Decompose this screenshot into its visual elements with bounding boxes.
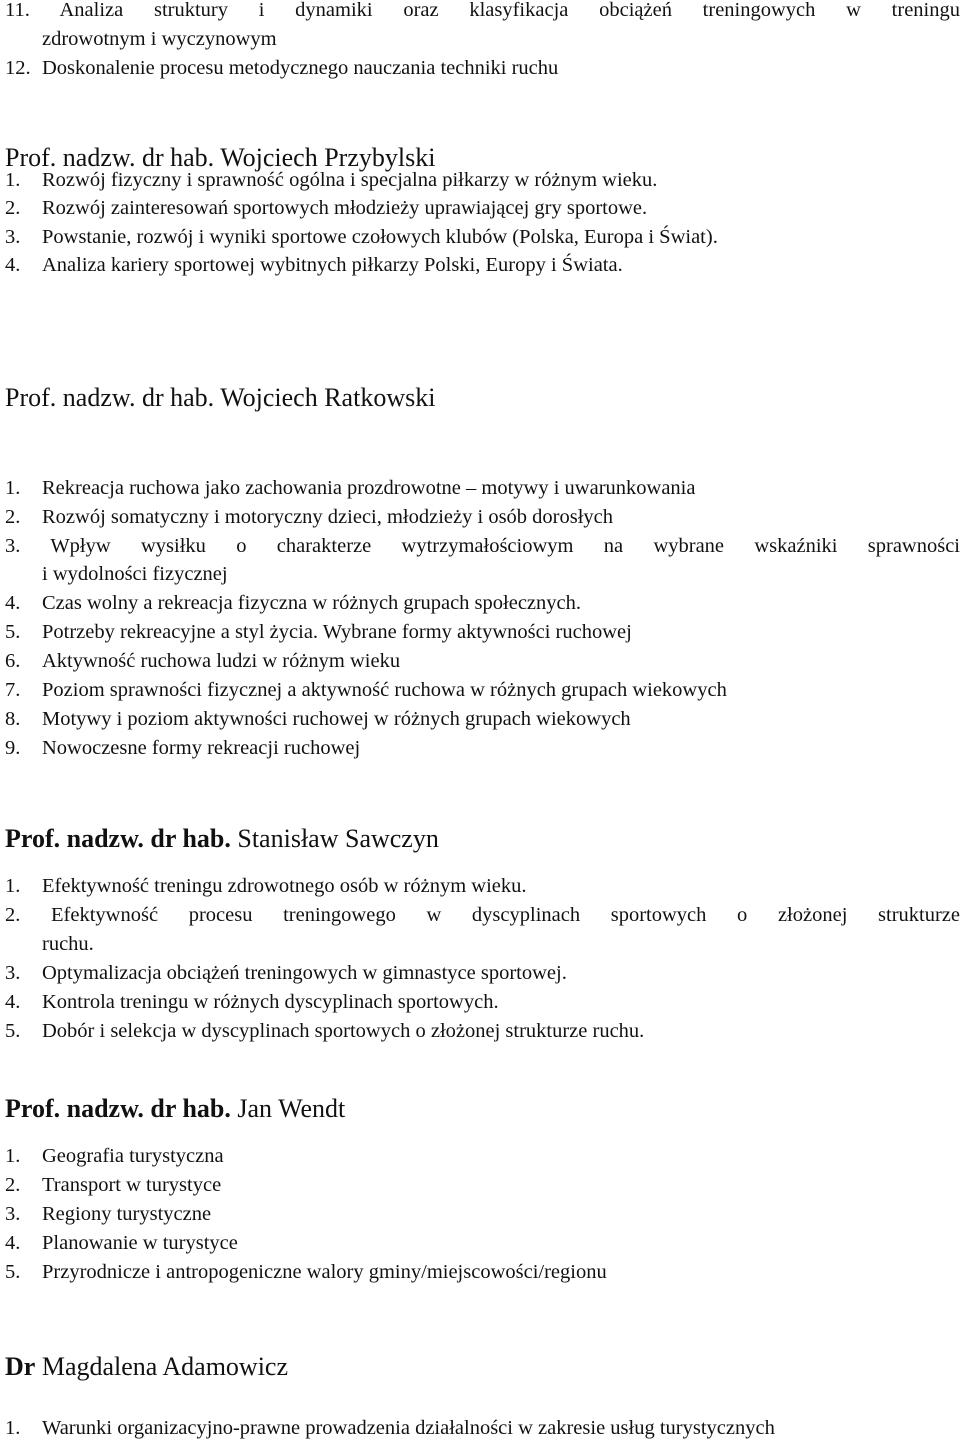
item-text: Rozwój fizyczny i sprawność ogólna i specjalna piłkarzy w różnym wieku. [42, 169, 658, 191]
item-text: Czas wolny a rekreacja fizyczna w różnych grupach społecznych. [42, 592, 582, 614]
list-item-continuation: ruchu. [42, 933, 94, 955]
heading-name: Jan Wendt [237, 1094, 346, 1123]
list-item [5, 1202, 960, 1226]
item-text: Potrzeby rekreacyjne a styl życia. Wybrane formy aktywności ruchowej [42, 621, 632, 643]
item-text: Powstanie, rozwój i wyniki sportowe czołowych klubów (Polska, Europa i Świat). [42, 226, 718, 248]
item-number: 4. [5, 1232, 21, 1254]
list-item [5, 649, 960, 673]
item-text: Dobór i selekcja w dyscyplinach sportowych o złożonej strukturze ruchu. [42, 1020, 645, 1042]
list-item [5, 903, 960, 927]
item-number: 3. [5, 226, 21, 248]
section-heading [5, 824, 439, 854]
item-number: 2. [5, 197, 21, 219]
list-item [5, 1260, 960, 1284]
list-item [5, 534, 960, 558]
list-item [5, 505, 960, 529]
list-item [5, 736, 960, 760]
item-number: 8. [5, 708, 21, 730]
item-number: 5. [5, 621, 21, 643]
list-item-continuation: zdrowotnym i wyczynowym [42, 28, 277, 50]
item-text: Nowoczesne formy rekreacji ruchowej [42, 737, 361, 759]
item-number: 11. [5, 0, 30, 21]
item-text: Przyrodnicze i antropogeniczne walory gminy/miejscowości/regionu [42, 1261, 607, 1283]
section-heading [5, 383, 435, 413]
item-number: 3. [5, 962, 21, 984]
item-text: Aktywność ruchowa ludzi w różnym wieku [42, 650, 401, 672]
item-number: 5. [5, 1261, 21, 1283]
heading-name: Wojciech Ratkowski [220, 383, 436, 412]
list-item [5, 196, 960, 220]
heading-prefix: Dr [5, 1352, 36, 1381]
item-number: 1. [5, 1145, 21, 1167]
list-item [5, 253, 960, 277]
item-number: 6. [5, 650, 21, 672]
list-item [5, 1173, 960, 1197]
item-number: 1. [5, 875, 21, 897]
heading-name: Magdalena Adamowicz [41, 1352, 289, 1381]
item-text: Efektywność procesu treningowego w dyscyplinach sportowych o złożonej strukturze [51, 904, 960, 926]
item-number: 5. [5, 1020, 21, 1042]
list-item [5, 678, 960, 702]
list-item [5, 168, 960, 192]
list-item [5, 990, 960, 1014]
item-text: Efektywność treningu zdrowotnego osób w różnym wieku. [42, 875, 527, 897]
item-number: 7. [5, 679, 21, 701]
item-number: 2. [5, 1174, 21, 1196]
list-item [5, 620, 960, 644]
list-item [5, 56, 960, 80]
list-item [5, 1144, 960, 1168]
item-text: Poziom sprawności fizycznej a aktywność ruchowa w różnych grupach wiekowych [42, 679, 727, 701]
list-item [5, 225, 960, 249]
item-text: Transport w turystyce [42, 1174, 222, 1196]
section-heading [5, 1352, 288, 1382]
item-text: Warunki organizacyjno-prawne prowadzenia działalności w zakresie usług turystycznych [42, 1417, 775, 1439]
item-number: 1. [5, 1417, 21, 1439]
list-item [5, 591, 960, 615]
item-text: Planowanie w turystyce [42, 1232, 238, 1254]
list-item [5, 0, 960, 22]
item-text: Doskonalenie procesu metodycznego nauczania techniki ruchu [42, 57, 559, 79]
item-text: Rozwój zainteresowań sportowych młodzieży uprawiającej gry sportowe. [42, 197, 648, 219]
item-number: 4. [5, 254, 21, 276]
item-number: 1. [5, 477, 21, 499]
item-text: Analiza kariery sportowej wybitnych piłkarzy Polski, Europy i Świata. [42, 254, 623, 276]
item-text: Regiony turystyczne [42, 1203, 212, 1225]
item-number: 9. [5, 737, 21, 759]
item-number: 2. [5, 904, 21, 926]
item-text: Rozwój somatyczny i motoryczny dzieci, młodzieży i osób dorosłych [42, 506, 614, 528]
list-item [5, 1231, 960, 1255]
item-number: 3. [5, 535, 21, 557]
heading-name: Wojciech Przybylski [220, 143, 436, 172]
item-number: 4. [5, 991, 21, 1013]
list-item [5, 707, 960, 731]
list-item [5, 1019, 960, 1043]
list-item [5, 961, 960, 985]
item-text: Optymalizacja obciążeń treningowych w gimnastyce sportowej. [42, 962, 567, 984]
list-item [5, 476, 960, 500]
item-text: Wpływ wysiłku o charakterze wytrzymałościowym na wybrane wskaźniki sprawności [50, 535, 960, 557]
item-number: 4. [5, 592, 21, 614]
item-number: 1. [5, 169, 21, 191]
list-item-continuation: i wydolności fizycznej [42, 563, 228, 585]
heading-prefix: Prof. nadzw. dr hab. [5, 143, 215, 172]
item-number: 12. [5, 57, 31, 79]
section-heading [5, 1094, 345, 1124]
list-item [5, 874, 960, 898]
item-number: 2. [5, 506, 21, 528]
item-text: Rekreacja ruchowa jako zachowania prozdrowotne – motywy i uwarunkowania [42, 477, 696, 499]
heading-prefix: Prof. nadzw. dr hab. [5, 824, 231, 853]
item-text: Motywy i poziom aktywności ruchowej w różnych grupach wiekowych [42, 708, 631, 730]
item-number: 3. [5, 1203, 21, 1225]
item-text: Analiza struktury i dynamiki oraz klasyfikacja obciążeń treningowych w treningu [59, 0, 960, 21]
heading-prefix: Prof. nadzw. dr hab. [5, 1094, 231, 1123]
heading-prefix: Prof. nadzw. dr hab. [5, 383, 215, 412]
item-text: Kontrola treningu w różnych dyscyplinach sportowych. [42, 991, 499, 1013]
item-text: Geografia turystyczna [42, 1145, 224, 1167]
heading-name: Stanisław Sawczyn [237, 824, 439, 853]
list-item [5, 1416, 960, 1440]
